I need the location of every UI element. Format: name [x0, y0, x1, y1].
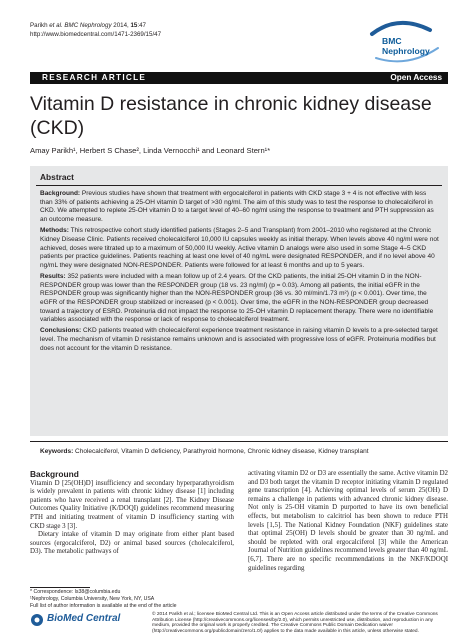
abstract-divider: [36, 185, 442, 186]
correspondence-note: * Correspondence: ls38@columbia.edu: [30, 589, 121, 595]
abstract-section-text: This retrospective cohort study identified patients (Stages 2–5 and Transplant) from 2001–2010 who registered at the Chronic Kidney Disease Clinic. Patients received cholecalciferol 10,000 IU capsules weekly as initial therapy. When levels above 40 ng/ml were not achieved, doses were titrated up to a maximum of 50,000 IU weekly. Active vitamin D analogs were also used in some Stage 4–5 CKD patients per practice guidelines. Patients reaching at least one level of 40 ng/mL were designated RESPONDER, and if no level above 40 ng/mL they were designated NON-RESPONDER. Patients were followed for at least 6 months and up to 5 years.: [40, 227, 439, 269]
footnotes: [30, 589, 176, 609]
citation-year: 2014,: [113, 22, 131, 29]
keywords-label: Keywords:: [40, 448, 74, 455]
abstract-section-text: 352 patients were included with a mean follow up of 2.4 years. Of the CKD patients, the initial 25-OH vitamin D in the NON-RESPONDER group was lower than the RESPONDER group (18 vs. 23 ng/ml) (p = 0.03). Among all patients, the initial eGFR in the RESPONDER group was significantly higher than the NON-RESPONDER group (36 vs. 30 ml/min/1.73 m²) (p < 0.001). Over time, the eGFR of the RESPONDER group stabilized or increased (p < 0.001). Over time, the eGFR in the NON-RESPONDER group decreased toward a trajectory of ESRD. Proteinuria did not impact the response to 25-OH vitamin D replacement therapy. There were no identifiable variables associated with the response or lack of response to cholecalciferol treatment.: [40, 272, 434, 324]
citation-header: [30, 22, 161, 39]
article-type-label: RESEARCH ARTICLE: [42, 73, 147, 82]
biomed-central-icon: [30, 613, 44, 627]
abstract-section-label: Methods:: [40, 227, 69, 235]
citation-article: :47: [137, 22, 146, 29]
article-title: Vitamin D resistance in chronic kidney disease (CKD): [30, 93, 432, 139]
citation-url[interactable]: http://www.biomedcentral.com/1471-2369/15/47: [30, 30, 162, 38]
journal-logo: [368, 20, 448, 64]
affiliation-note: ¹Nephrology, Columbia University, New York, NY, USA: [30, 595, 155, 602]
author-info-note: Full list of author information is available at the end of the article: [30, 602, 177, 609]
body-column-right: [248, 470, 448, 573]
abstract-section-text: Previous studies have shown that treatment with ergocalciferol in patients with CKD stage 3 + 4 is not effective with less than 33% of patients achieving a 25-OH vitamin D target of >30 ng/ml. The aim of this study was to test the response to cholecalciferol in CKD. We attempted to replete 25-OH vitamin D to a target level of 40–60 ng/ml using the response to treatment and PTH suppression as an outcome measure.: [40, 190, 434, 224]
license-text: © 2014 Parikh et al.; licensee BioMed Central Ltd. This is an Open Access article distributed under the terms of the Creative Commons Attribution License (http://creativecommons.org/licenses/by/2.0), which permits unrestricted use, distribution, and reproduction in any medium, provided the original work is properly credited. The Creative Commons Public Domain Dedication waiver (http://creativecommons.org/publicdomain/zero/1.0/) applies to the data made available in this article, unless otherwise stated.: [152, 612, 438, 634]
body-paragraph: Vitamin D [25(OH)D] insufficiency and secondary hyperparathyroidism is widely prevalent in patients with chronic kidney disease [1] including patients who have received a renal transplant [2]. The Kidney Disease Outcomes Quality Initiative (K/DOQI) guidelines recommend measuring PTH and initiating treatment of vitamin D insufficiency starting with CKD stage 3 [3].: [30, 479, 234, 530]
keywords: [40, 448, 448, 457]
logo-line-bmc: BMC: [382, 36, 402, 46]
article-type-bar: [30, 72, 448, 84]
abstract-methods: [40, 227, 440, 271]
open-access-label: Open Access: [390, 73, 442, 82]
footnote-divider: [30, 587, 90, 588]
citation-volume: 15: [130, 22, 138, 29]
section-heading-background: Background: [30, 469, 79, 479]
citation-authors: Parikh: [30, 22, 50, 29]
abstract-section-label: Conclusions:: [40, 327, 82, 335]
citation-etal: et al.: [49, 22, 63, 29]
publisher-logo: [30, 613, 130, 627]
keywords-text: Cholecalciferol, Vitamin D deficiency, Parathyroid hormone, Chronic kidney disease, Kidney transplant: [73, 448, 369, 455]
author-list: Amay Parikh¹, Herbert S Chase², Linda Vernocchi¹ and Leonard Stern¹*: [30, 146, 271, 155]
abstract-background: [40, 190, 440, 225]
publisher-name: BioMed Central: [47, 613, 121, 624]
logo-line-journal: Nephrology: [382, 46, 430, 56]
abstract-section-label: Results:: [40, 272, 66, 280]
abstract-section-text: CKD patients treated with cholecalciferol experience treatment resistance in raising vitamin D levels to a pre-selected target level. The mechanism of vitamin D resistance remains unknown and is associated with progressive loss of eGFR. Proteinuria modifies but does not account for the vitamin D resistance.: [40, 327, 438, 352]
abstract-body: [40, 190, 440, 356]
citation-journal: BMC Nephrology: [64, 22, 112, 29]
body-column-left: [30, 470, 234, 557]
body-paragraph: activating vitamin D2 or D3 are essentially the same. Active vitamin D2 and D3 both target the vitamin D receptor initiating vitamin D regulated gene transcription [4]. Achieving optimal levels of serum 25(OH) D remains a challenge in patients with advanced chronic kidney disease. Not only is 25-OH vitamin D purported to have its own beneficial effects, but metabolism to calcitriol has been shown to reduce PTH levels [1,5]. The National Kidney Foundation (NKF) guidelines state that optimal 25(OH) D levels should be greater than 30 ng/mL and should be repleted with oral ergocalciferol [3] while the American Journal of Nutrition guidelines recommend levels greater than 40 ng/mL [6,7]. There are no specific recommendations in the NKF/KDOQI guidelines regarding: [248, 470, 448, 572]
logo-text: [382, 36, 430, 56]
abstract-section-label: Background:: [40, 190, 81, 197]
abstract-conclusions: [40, 327, 440, 353]
abstract-results: [40, 273, 440, 325]
abstract-heading: Abstract: [40, 172, 74, 182]
keywords-divider: [30, 441, 448, 442]
body-paragraph: Dietary intake of vitamin D may originate from either plant based sources (ergocalciferol, D2) or animal based sources (cholecalciferol, D3). The metabolic pathways of: [30, 531, 234, 556]
citation-line: [30, 22, 161, 31]
